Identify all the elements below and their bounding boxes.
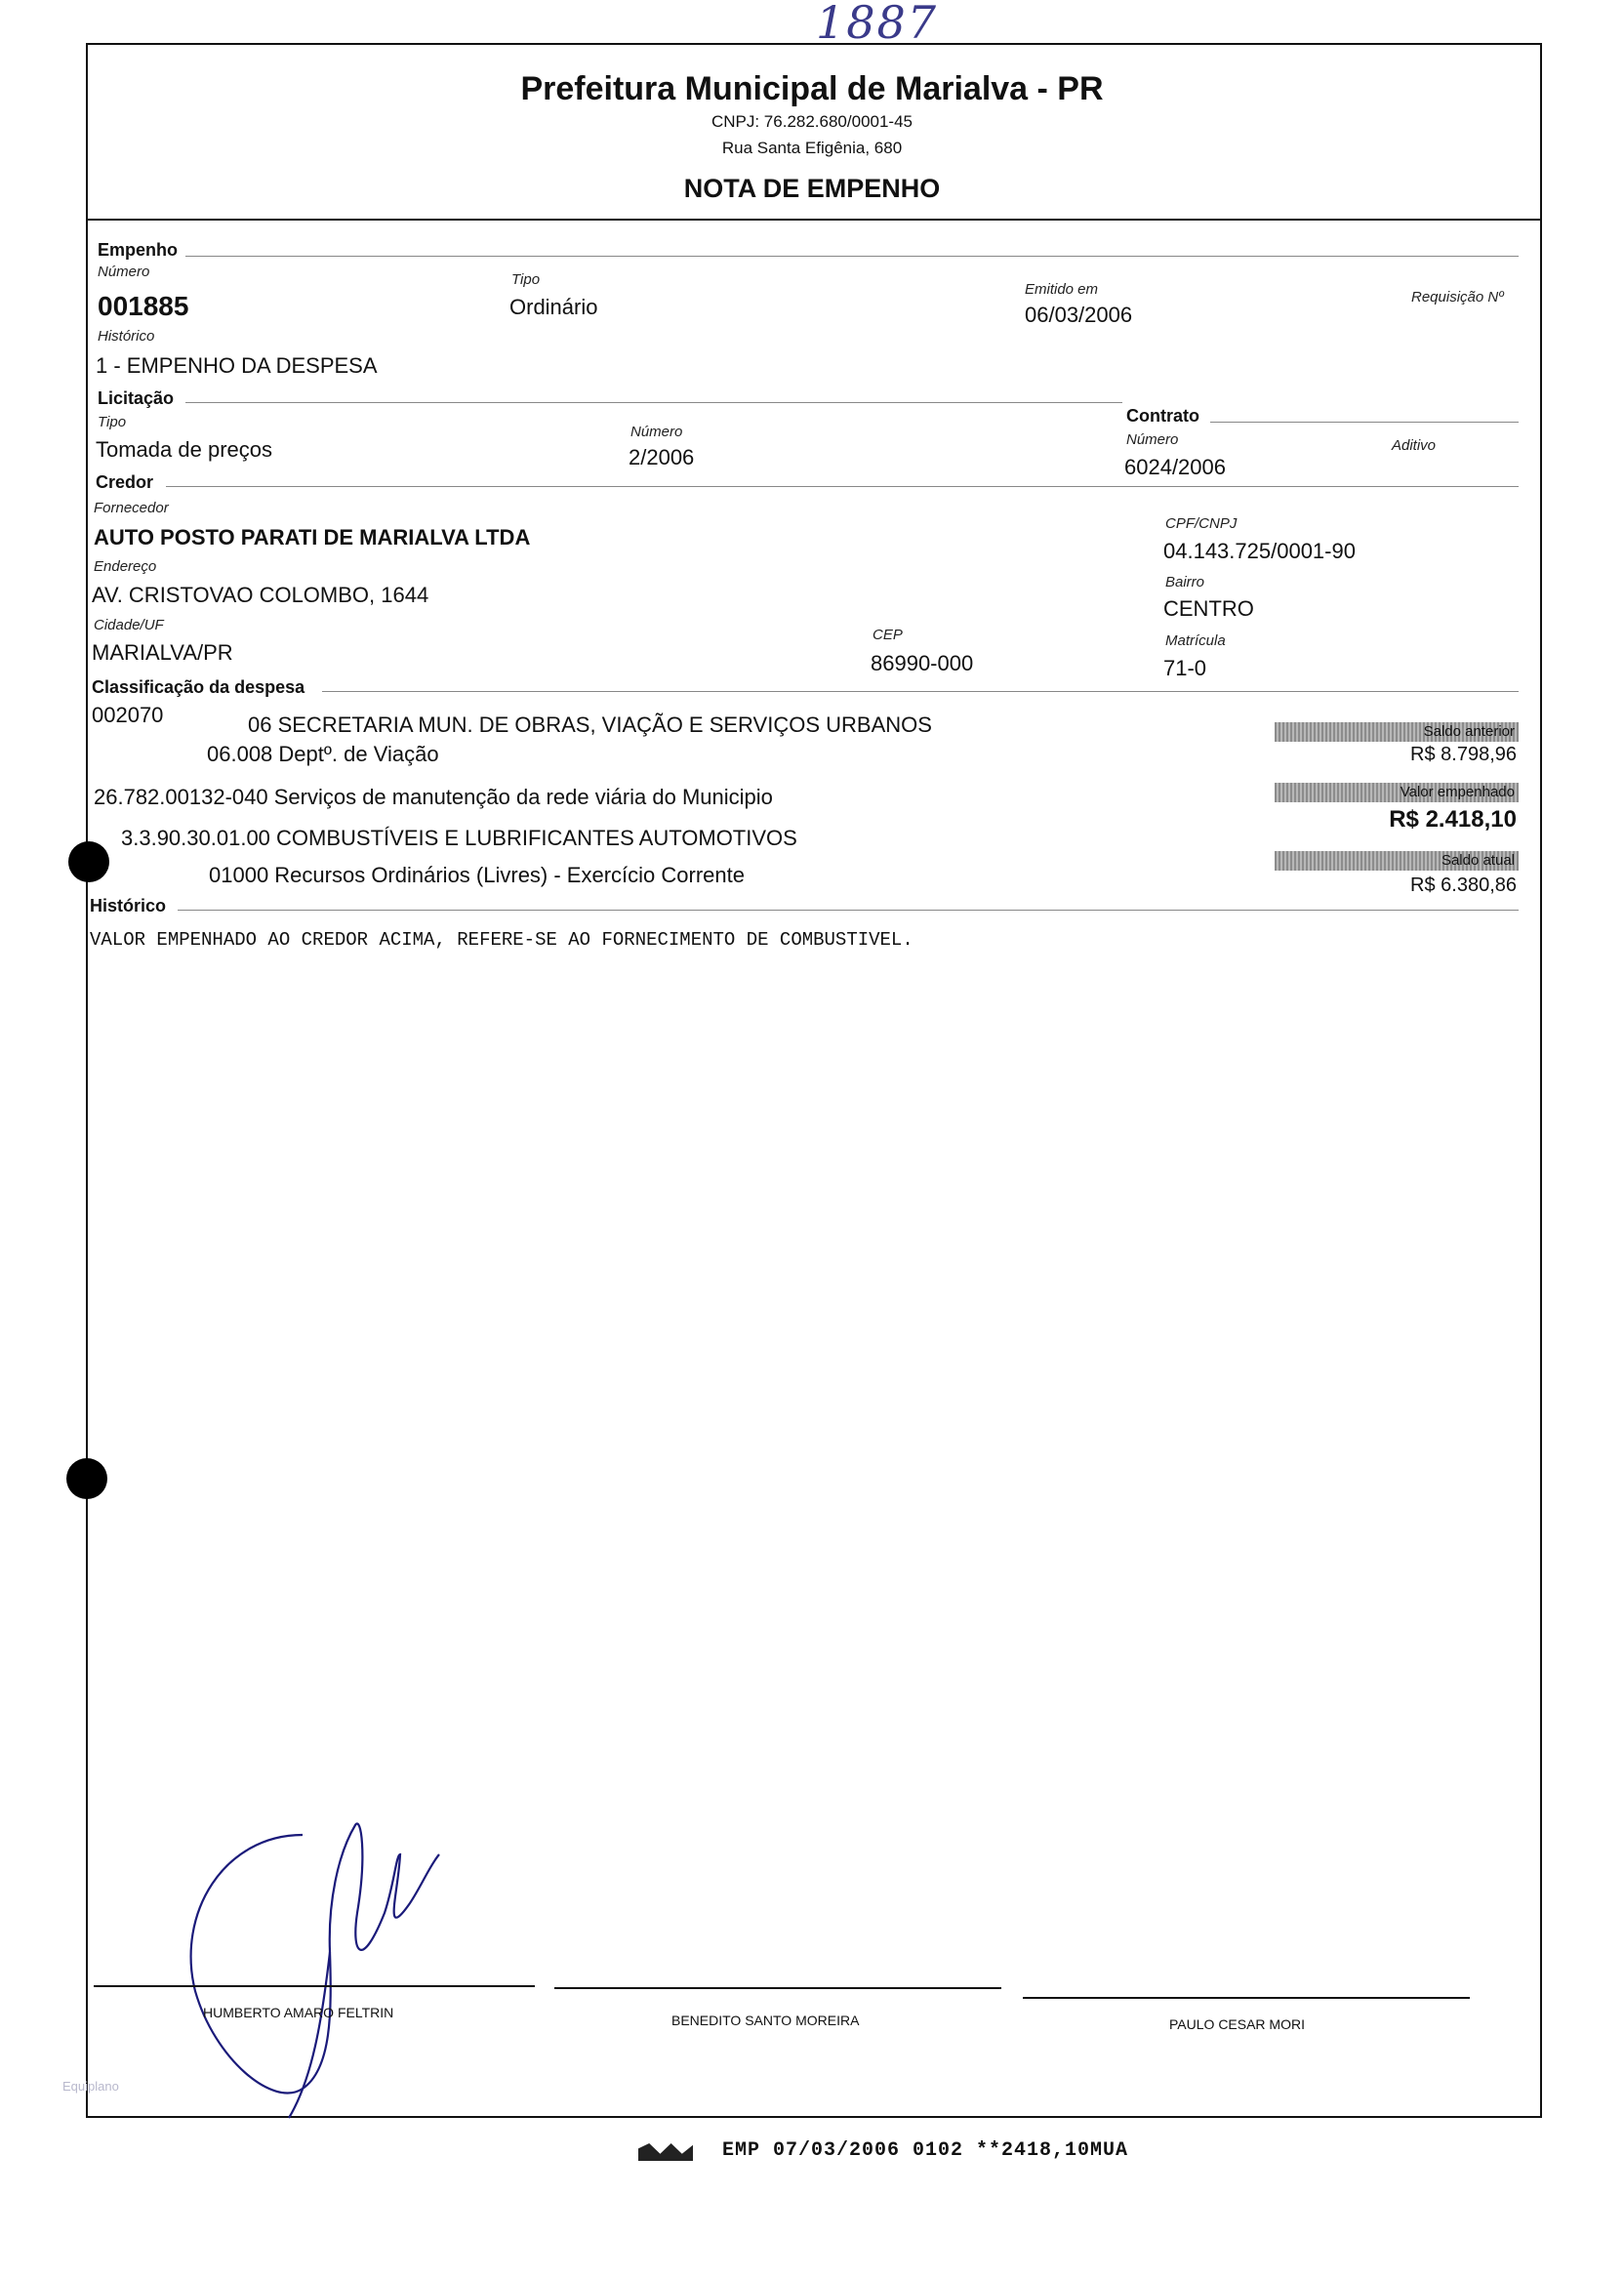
cidade-label: Cidade/UF	[94, 617, 164, 633]
empenho-numero-label: Número	[98, 264, 150, 280]
bairro-label: Bairro	[1165, 574, 1205, 590]
endereco-value: AV. CRISTOVAO COLOMBO, 1644	[92, 583, 429, 607]
handwritten-signature	[166, 1796, 576, 2128]
handwritten-page-number: 1887	[816, 0, 939, 49]
signature-name-1: HUMBERTO AMARO FELTRIN	[203, 2005, 394, 2020]
empenho-historico: 1 - EMPENHO DA DESPESA	[96, 353, 378, 378]
matricula-value: 71-0	[1163, 656, 1207, 680]
contrato-section-title: Contrato	[1126, 406, 1199, 426]
saldo-atual-label: Saldo atual	[1275, 851, 1519, 871]
historico-rule	[178, 910, 1519, 911]
valor-empenhado-label: Valor empenhado	[1275, 783, 1519, 802]
signature-name-2: BENEDITO SANTO MOREIRA	[671, 2013, 860, 2028]
historico-text: VALOR EMPENHADO AO CREDOR ACIMA, REFERE-SE AO FORNECIMENTO DE COMBUSTIVEL.	[90, 929, 914, 951]
empenho-tipo-label: Tipo	[511, 271, 541, 288]
empenho-numero: 001885	[98, 291, 189, 321]
historico-section-title: Histórico	[90, 896, 167, 915]
stamp-logo	[638, 2143, 693, 2161]
licitacao-section-title: Licitação	[98, 388, 175, 408]
page-title: Prefeitura Municipal de Marialva - PR	[520, 70, 1104, 107]
requisicao-label: Requisição Nº	[1411, 289, 1504, 305]
signature-line-3	[1023, 1997, 1470, 1999]
hole-punch-bottom	[66, 1458, 107, 1499]
classificacao-section-title: Classificação da despesa	[92, 677, 305, 697]
licitacao-tipo: Tomada de preços	[96, 437, 272, 462]
document-title: NOTA DE EMPENHO	[683, 174, 941, 203]
saldo-atual-value: R$ 6.380,86	[1410, 875, 1517, 896]
bairro-value: CENTRO	[1163, 596, 1254, 621]
licitacao-tipo-label: Tipo	[98, 414, 127, 430]
aditivo-label: Aditivo	[1392, 437, 1437, 454]
header-divider	[86, 219, 1540, 221]
licitacao-numero-label: Número	[630, 424, 683, 440]
fornecedor-label: Fornecedor	[94, 500, 169, 516]
classificacao-orgao: 06 SECRETARIA MUN. DE OBRAS, VIAÇÃO E SERVIÇOS URBANOS	[248, 712, 932, 737]
matricula-label: Matrícula	[1165, 632, 1226, 649]
classificacao-unidade: 06.008 Deptº. de Viação	[207, 742, 439, 766]
contrato-numero-label: Número	[1126, 431, 1179, 448]
credor-rule	[166, 486, 1519, 487]
classificacao-rule	[322, 691, 1519, 692]
empenho-historico-label: Histórico	[98, 328, 155, 345]
emitido-label: Emitido em	[1025, 281, 1099, 298]
fornecedor-name: AUTO POSTO PARATI DE MARIALVA LTDA	[94, 525, 531, 549]
contrato-numero: 6024/2006	[1124, 455, 1226, 479]
contrato-rule	[1210, 422, 1519, 423]
credor-section-title: Credor	[96, 472, 154, 492]
valor-empenhado-value: R$ 2.418,10	[1389, 806, 1517, 833]
cidade-value: MARIALVA/PR	[92, 640, 233, 665]
empenho-rule	[185, 256, 1519, 257]
licitacao-rule	[185, 402, 1122, 403]
classificacao-elemento: 3.3.90.30.01.00 COMBUSTÍVEIS E LUBRIFICANTES AUTOMOTIVOS	[121, 826, 797, 850]
classificacao-programa: 26.782.00132-040 Serviços de manutenção da rede viária do Municipio	[94, 785, 773, 809]
emitido-value: 06/03/2006	[1025, 303, 1133, 327]
signature-line-2	[554, 1987, 1001, 1989]
saldo-anterior-label: Saldo anterior	[1275, 722, 1519, 742]
saldo-anterior-value: R$ 8.798,96	[1410, 744, 1517, 765]
software-watermark: Equiplano	[62, 2079, 119, 2094]
classificacao-recurso: 01000 Recursos Ordinários (Livres) - Exercício Corrente	[209, 863, 745, 887]
cpf-cnpj-value: 04.143.725/0001-90	[1163, 539, 1356, 563]
address-line: Rua Santa Efigênia, 680	[721, 139, 903, 157]
hole-punch-top	[68, 841, 109, 882]
cpf-cnpj-label: CPF/CNPJ	[1165, 515, 1238, 532]
signature-line-1	[94, 1985, 535, 1987]
cep-value: 86990-000	[871, 651, 974, 675]
cnpj-line: CNPJ: 76.282.680/0001-45	[710, 112, 914, 131]
cep-label: CEP	[873, 627, 903, 643]
licitacao-numero: 2/2006	[629, 445, 695, 469]
endereco-label: Endereço	[94, 558, 157, 575]
authentication-stamp: EMP 07/03/2006 0102 **2418,10MUA	[722, 2139, 1129, 2162]
signature-name-3: PAULO CESAR MORI	[1169, 2016, 1305, 2032]
empenho-tipo: Ordinário	[509, 295, 598, 319]
classificacao-code: 002070	[92, 703, 164, 727]
empenho-section-title: Empenho	[98, 240, 179, 260]
